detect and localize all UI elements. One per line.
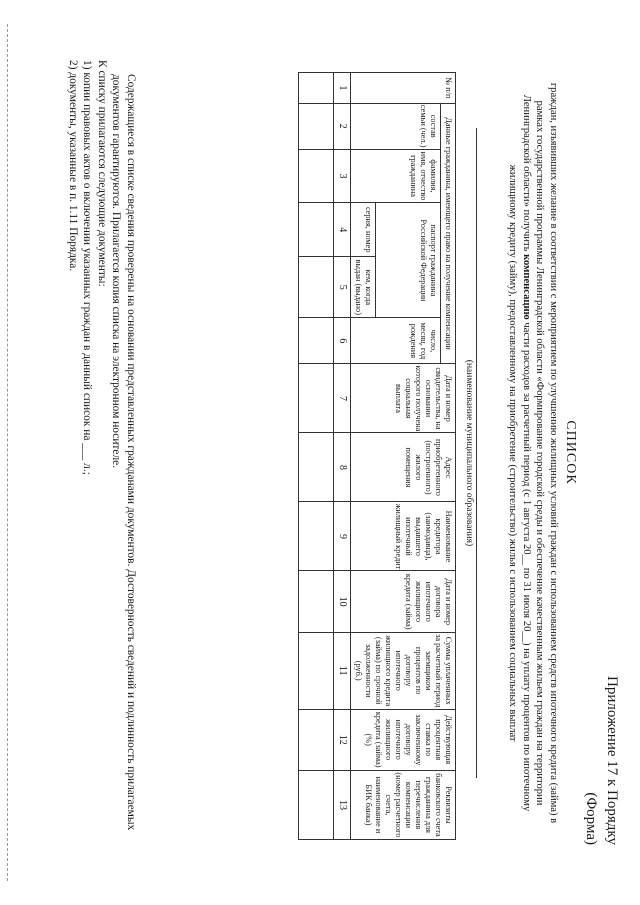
empty-cell xyxy=(299,502,334,571)
column-number-row xyxy=(334,73,351,840)
empty-cell xyxy=(299,149,334,203)
municipality-line xyxy=(476,128,489,778)
header-certificate: Дата и номер свидетельства, на основании которого получена социальная выплата xyxy=(351,364,456,433)
column-number-12: 12 xyxy=(334,709,351,770)
municipality-label: (наименование муниципального образования) xyxy=(464,359,474,547)
empty-cell xyxy=(299,257,334,318)
column-number-9: 9 xyxy=(334,502,351,571)
annex-line-2: (Форма) xyxy=(583,792,599,845)
column-number-3: 3 xyxy=(334,149,351,203)
empty-cell xyxy=(299,103,334,149)
column-number-13: 13 xyxy=(334,770,351,839)
header-passport: паспорт гражданина Российской Федерации xyxy=(376,203,441,318)
header-creditor: Наименование кредитора (заимодавца), выдавшего ипотечный жилищный кредит xyxy=(351,502,456,571)
header-bank-details: Реквизиты банковского счета гражданина для перечисления компенсации (номер расчетного счета, наименование и БИК банка) xyxy=(351,770,456,839)
annex-line-1: Приложение 17 к Порядку xyxy=(604,676,620,845)
header-interest-rate: Действующая процентная ставка по заключенному договору ипотечного жилищного кредита (займа) (%) xyxy=(351,709,456,770)
document-title: СПИСОК xyxy=(563,420,578,485)
empty-cell xyxy=(299,571,334,632)
column-number-4: 4 xyxy=(334,203,351,257)
column-number-10: 10 xyxy=(334,571,351,632)
empty-cell xyxy=(299,203,334,257)
header-series-number: серия, номер xyxy=(351,203,376,257)
empty-cell xyxy=(299,73,334,104)
empty-cell xyxy=(299,632,334,709)
footer-attachments-heading: К списку прилагаются следующие документы: xyxy=(96,60,108,287)
footer-notes xyxy=(66,60,139,860)
header-issued-by: кем, когда выдан (выдано) xyxy=(351,257,376,318)
subtitle-part-2: части расходов за расчетный период (с 1 августа 20__ по 31 июля 20__) на уплату процентов по ипотечному жилищному кредиту (займу), предоставленному на приобретение (строительство) жилья с использованием социальных выплат xyxy=(507,164,532,812)
empty-cell xyxy=(299,433,334,502)
page-cut-line xyxy=(7,24,8,881)
column-number-7: 7 xyxy=(334,364,351,433)
empty-cell xyxy=(299,709,334,770)
citizens-table xyxy=(298,72,456,840)
header-contract: Дата и номер договора ипотечного жилищного кредита (займа) xyxy=(351,571,456,632)
header-birth-date: число, месяц, год рождения xyxy=(351,318,441,364)
header-name: фамилия, имя, отчество гражданина xyxy=(351,149,441,203)
column-number-6: 6 xyxy=(334,318,351,364)
empty-cell xyxy=(299,318,334,364)
footer-attachment-1: 1) копии правовых актов о включении указанных граждан в данный список на ___ л.; xyxy=(81,60,94,475)
footer-verification-note: Содержащиеся в списке сведения проверены на основании представленных гражданами документов. Достоверность сведений и подлинность прилагаемых документов гарантируются. Прилагается копия списка на электронном носителе. xyxy=(110,74,137,831)
header-interest-sum: Сумма уплаченных за расчетный период заемщиком процентов по договору ипотечного жилищного кредита (займа) по срочной задолженности (руб.) xyxy=(351,632,456,709)
column-number-1: 1 xyxy=(334,73,351,104)
empty-cell xyxy=(299,364,334,433)
column-number-2: 2 xyxy=(334,103,351,149)
header-no: № п/п xyxy=(351,73,456,104)
municipality-block xyxy=(464,78,489,828)
header-citizen-group: Данные гражданина, имеющего право на получение компенсации xyxy=(441,103,456,364)
column-number-11: 11 xyxy=(334,632,351,709)
header-address: Адрес приобретенного (построенного) жилого помещения xyxy=(351,433,456,502)
header-row-1 xyxy=(441,73,456,840)
empty-cell xyxy=(299,770,334,839)
column-number-5: 5 xyxy=(334,257,351,318)
subtitle-part-1: граждан, изъявивших желание в соответствии с мероприятием по улучшению жилищных условий граждан с использованием средств ипотечного кредита (займа) в рамках государственной программы Ленинградской области «Формирование городской среды и обеспечение качественным жильем граждан на территории Ленинградской области» получить xyxy=(521,82,559,824)
empty-table-row xyxy=(299,73,334,840)
footer-attachment-2: 2) документы, указанные в п. 1.11 Порядка. xyxy=(67,60,79,272)
header-family: состав семьи (чел.) xyxy=(351,103,441,149)
column-number-8: 8 xyxy=(334,433,351,502)
subtitle-bold: компенсацию xyxy=(521,254,532,320)
annex-note xyxy=(580,676,622,845)
document-subtitle xyxy=(506,78,560,828)
